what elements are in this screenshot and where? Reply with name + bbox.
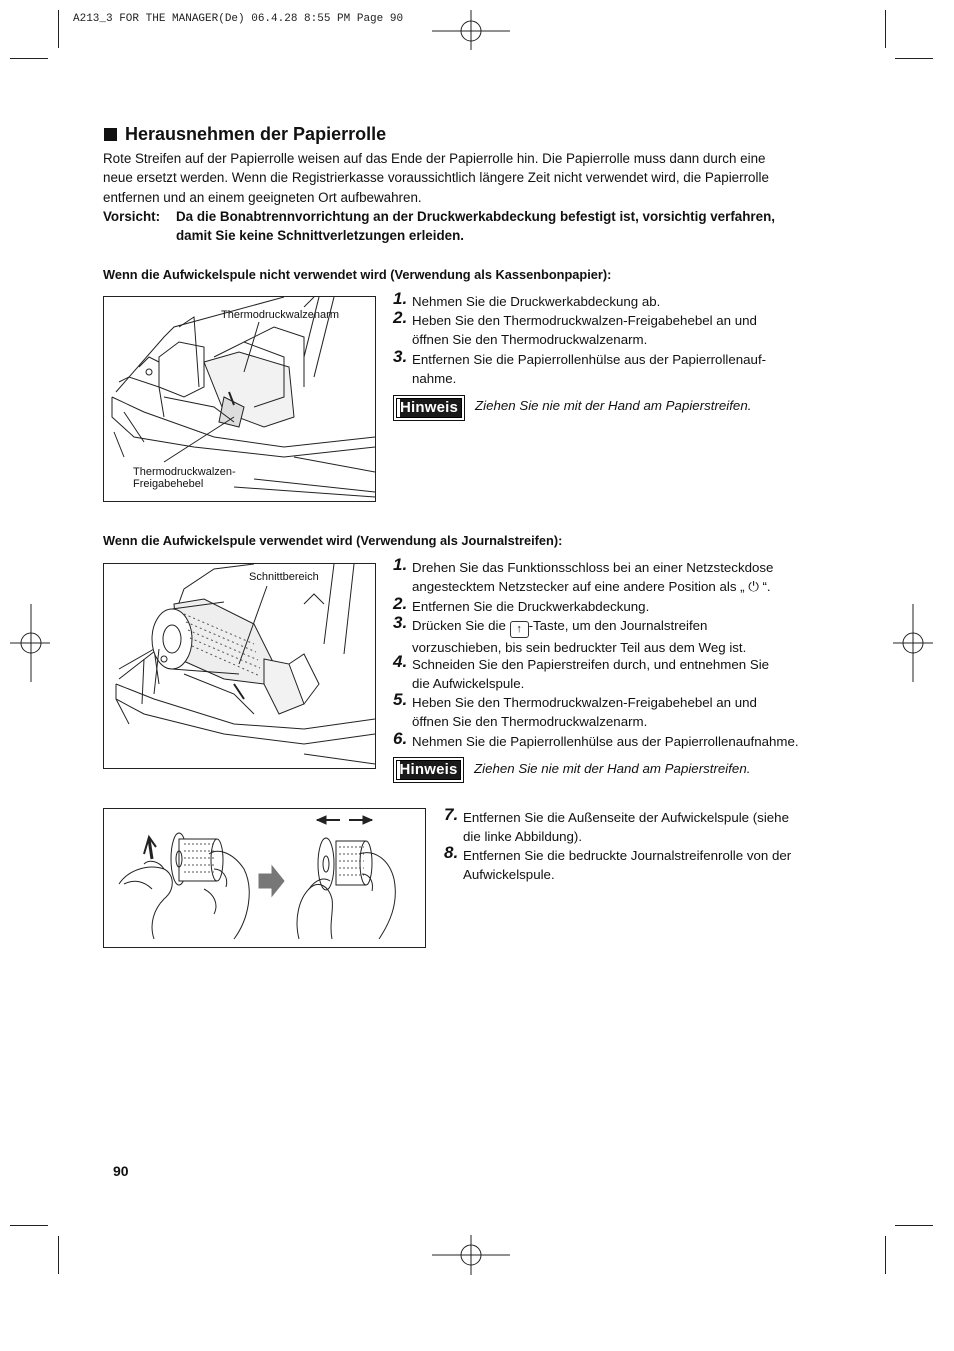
step-number: 2. <box>393 594 408 613</box>
step-number: 8. <box>444 843 459 862</box>
step-number: 6. <box>393 729 408 748</box>
part1-step-2 <box>393 308 823 349</box>
step-number: 5. <box>393 690 408 709</box>
step-number: 1. <box>393 555 408 574</box>
step-text: Drehen Sie das Funktionsschloss bei an einer Netzsteckdose <box>412 560 774 575</box>
part3-step-8 <box>444 843 844 884</box>
step-text: -Taste, um den Journalstreifen <box>528 618 708 633</box>
square-bullet-icon <box>104 128 117 141</box>
lever-label-line: Freigabehebel <box>133 478 204 490</box>
paper-feed-key-icon: ↑ <box>510 621 529 638</box>
step-text: Nehmen Sie die Druckwerkabdeckung ab. <box>412 294 661 309</box>
caution-line: damit Sie keine Schnittverletzungen erleiden. <box>176 228 464 244</box>
step-text: öffnen Sie den Thermodruckwalzenarm. <box>412 332 648 348</box>
step-text: Drücken Sie die <box>412 618 506 633</box>
step-text: die linke Abbildung). <box>463 829 583 845</box>
step-text: Aufwickelspule. <box>463 867 555 883</box>
step-number: 4. <box>393 652 408 671</box>
step-number: 3. <box>393 613 408 632</box>
caution-line: Da die Bonabtrennvorrichtung an der Druckwerkabdeckung befestigt ist, vorsichtig verfahren, <box>176 209 775 224</box>
step-text: Entfernen Sie die Druckwerkabdeckung. <box>412 599 650 614</box>
step-text: Entfernen Sie die Außenseite der Aufwickelspule (siehe <box>463 810 789 825</box>
step-text: öffnen Sie den Thermodruckwalzenarm. <box>412 714 648 730</box>
part3-step-7 <box>444 805 844 846</box>
caution-label: Vorsicht: <box>103 209 161 224</box>
figure-label-cut: Schnittbereich <box>249 571 319 583</box>
part1-step-1 <box>393 289 823 311</box>
step-number: 1. <box>393 289 408 308</box>
step-text: Heben Sie den Thermodruckwalzen-Freigabehebel an und <box>412 313 757 328</box>
figure-label-lever <box>133 466 236 490</box>
spool-hands-illustration <box>104 809 425 947</box>
step-text: Heben Sie den Thermodruckwalzen-Freigabehebel an und <box>412 695 757 710</box>
step-text: Nehmen Sie die Papierrollenhülse aus der Papierrollenaufnahme. <box>412 734 799 749</box>
intro-line: neue ersetzt werden. Wenn die Registrierkasse voraussichtlich längere Zeit nicht verwendet wird, die Papierrolle <box>103 170 769 186</box>
part2-step-6 <box>393 729 833 751</box>
hinweis-badge <box>396 398 462 418</box>
step-text: angestecktem Netzstecker auf eine andere Position als „ ⏻ “. <box>412 579 771 595</box>
part2-step-4 <box>393 652 833 693</box>
page-number: 90 <box>113 1163 129 1179</box>
figure-label-arm: Thermodruckwalzenarm <box>221 309 339 321</box>
section-title-text: Herausnehmen der Papierrolle <box>125 124 387 144</box>
spool-figure <box>103 808 426 948</box>
part1-note-text: Ziehen Sie nie mit der Hand am Papierstreifen. <box>475 398 752 413</box>
step-text: vorzuschieben, bis sein bedruckter Teil aus dem Weg ist. <box>412 640 747 655</box>
hinweis-label: Hinweis <box>399 399 459 416</box>
lever-label-line: Thermodruckwalzen- <box>133 466 236 478</box>
caution-block <box>103 207 843 246</box>
step-text: die Aufwickelspule. <box>412 676 525 692</box>
part2-note-text: Ziehen Sie nie mit der Hand am Papierstreifen. <box>474 761 751 776</box>
step-number: 7. <box>444 805 459 824</box>
step-text: Entfernen Sie die Papierrollenhülse aus der Papierrollenauf- <box>412 352 767 367</box>
intro-paragraph <box>103 149 843 207</box>
printer-figure-1 <box>103 296 376 502</box>
print-header: A213_3 FOR THE MANAGER(De) 06.4.28 8:55 PM Page 90 <box>73 13 404 25</box>
step-number: 2. <box>393 308 408 327</box>
part2-step-1 <box>393 555 833 596</box>
part2-step-5 <box>393 690 833 731</box>
part2-step-2 <box>393 594 833 616</box>
step-number: 3. <box>393 347 408 366</box>
intro-line: entfernen und an einem geeigneten Ort aufbewahren. <box>103 189 422 205</box>
part1-heading: Wenn die Aufwickelspule nicht verwendet wird (Verwendung als Kassenbonpapier): <box>103 267 612 282</box>
step-text: nahme. <box>412 371 457 387</box>
step-text-line <box>412 616 833 638</box>
hinweis-label: Hinweis <box>399 761 458 778</box>
part1-step-3 <box>393 347 823 388</box>
part2-heading: Wenn die Aufwickelspule verwendet wird (Verwendung als Journalstreifen): <box>103 533 563 548</box>
step-text: Schneiden Sie den Papierstreifen durch, und entnehmen Sie <box>412 657 770 672</box>
intro-line: Rote Streifen auf der Papierrolle weisen auf das Ende der Papierrolle hin. Die Papierrolle muss dann durch eine <box>103 151 766 166</box>
printer-journal-illustration <box>104 564 375 768</box>
part2-step-3 <box>393 613 833 657</box>
section-title <box>104 124 386 145</box>
step-text: Entfernen Sie die bedruckte Journalstreifenrolle von der <box>463 848 792 863</box>
hinweis-badge <box>396 760 461 780</box>
printer-figure-2 <box>103 563 376 769</box>
